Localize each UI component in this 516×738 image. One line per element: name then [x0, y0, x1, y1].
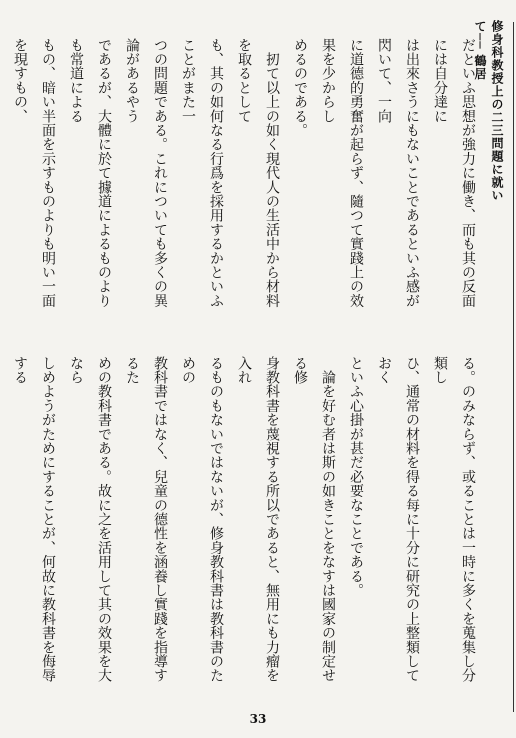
text-column: [0, 356, 6, 696]
text-column: るものもないではないが、修身教科書は教科書のための: [180, 356, 224, 683]
text-column: 論を好む者は斯の如きことをなすは國家の制定せる修: [292, 356, 336, 683]
text-column: めるのである。: [292, 38, 308, 138]
text-column: といふ心掛が甚だ必要なことである。: [348, 356, 364, 598]
page-number: 33: [249, 712, 267, 726]
text-column: であるが、大體に於て據道によるものよりも常道による: [68, 38, 112, 308]
text-column: [0, 38, 6, 318]
text-column: だといふ思想が強力に働き、而も其の反面には自分達に: [432, 38, 476, 308]
text-column: しめようがためにすることが、何故に教科書を侮辱する: [12, 356, 56, 683]
running-head: 修身科教授上の二三問題に就いて── 鶴居: [473, 20, 504, 202]
text-column: つの問題である。これについても多くの異論があるやう: [124, 38, 168, 308]
text-block-top: [0, 38, 482, 318]
text-block-bottom: [0, 356, 482, 696]
text-column: 身教科書を蔑視する所以であると、無用にも力瘤を入れ: [236, 356, 280, 683]
text-column: も、其の如何なる行爲を採用するかといふことがまた一: [180, 38, 224, 308]
text-column: めの教科書である。故に之を活用して其の效果を大なら: [68, 356, 112, 683]
text-column: 扨て以上の如く現代人の生活中から材料を取るとして: [236, 38, 280, 308]
text-column: もの、暗い半面を示すものよりも明い一面を現すもの、: [12, 38, 56, 308]
running-head-rule: [513, 22, 514, 712]
text-column: 教科書ではなく、兒童の德性を涵養し實踐を指導するた: [124, 356, 168, 683]
text-column: ひ、通常の材料を得る每に十分に研究の上整類しておく: [376, 356, 420, 683]
text-column: る。のみならず、或ることは一時に多くを蒐集し分類し: [432, 356, 476, 683]
text-column: は出來さうにもないことであるといふ感が閃いて、一向: [376, 38, 420, 308]
text-column: に道德的勇奮が起らず、隨つて實踐上の效果を少からし: [320, 38, 364, 308]
